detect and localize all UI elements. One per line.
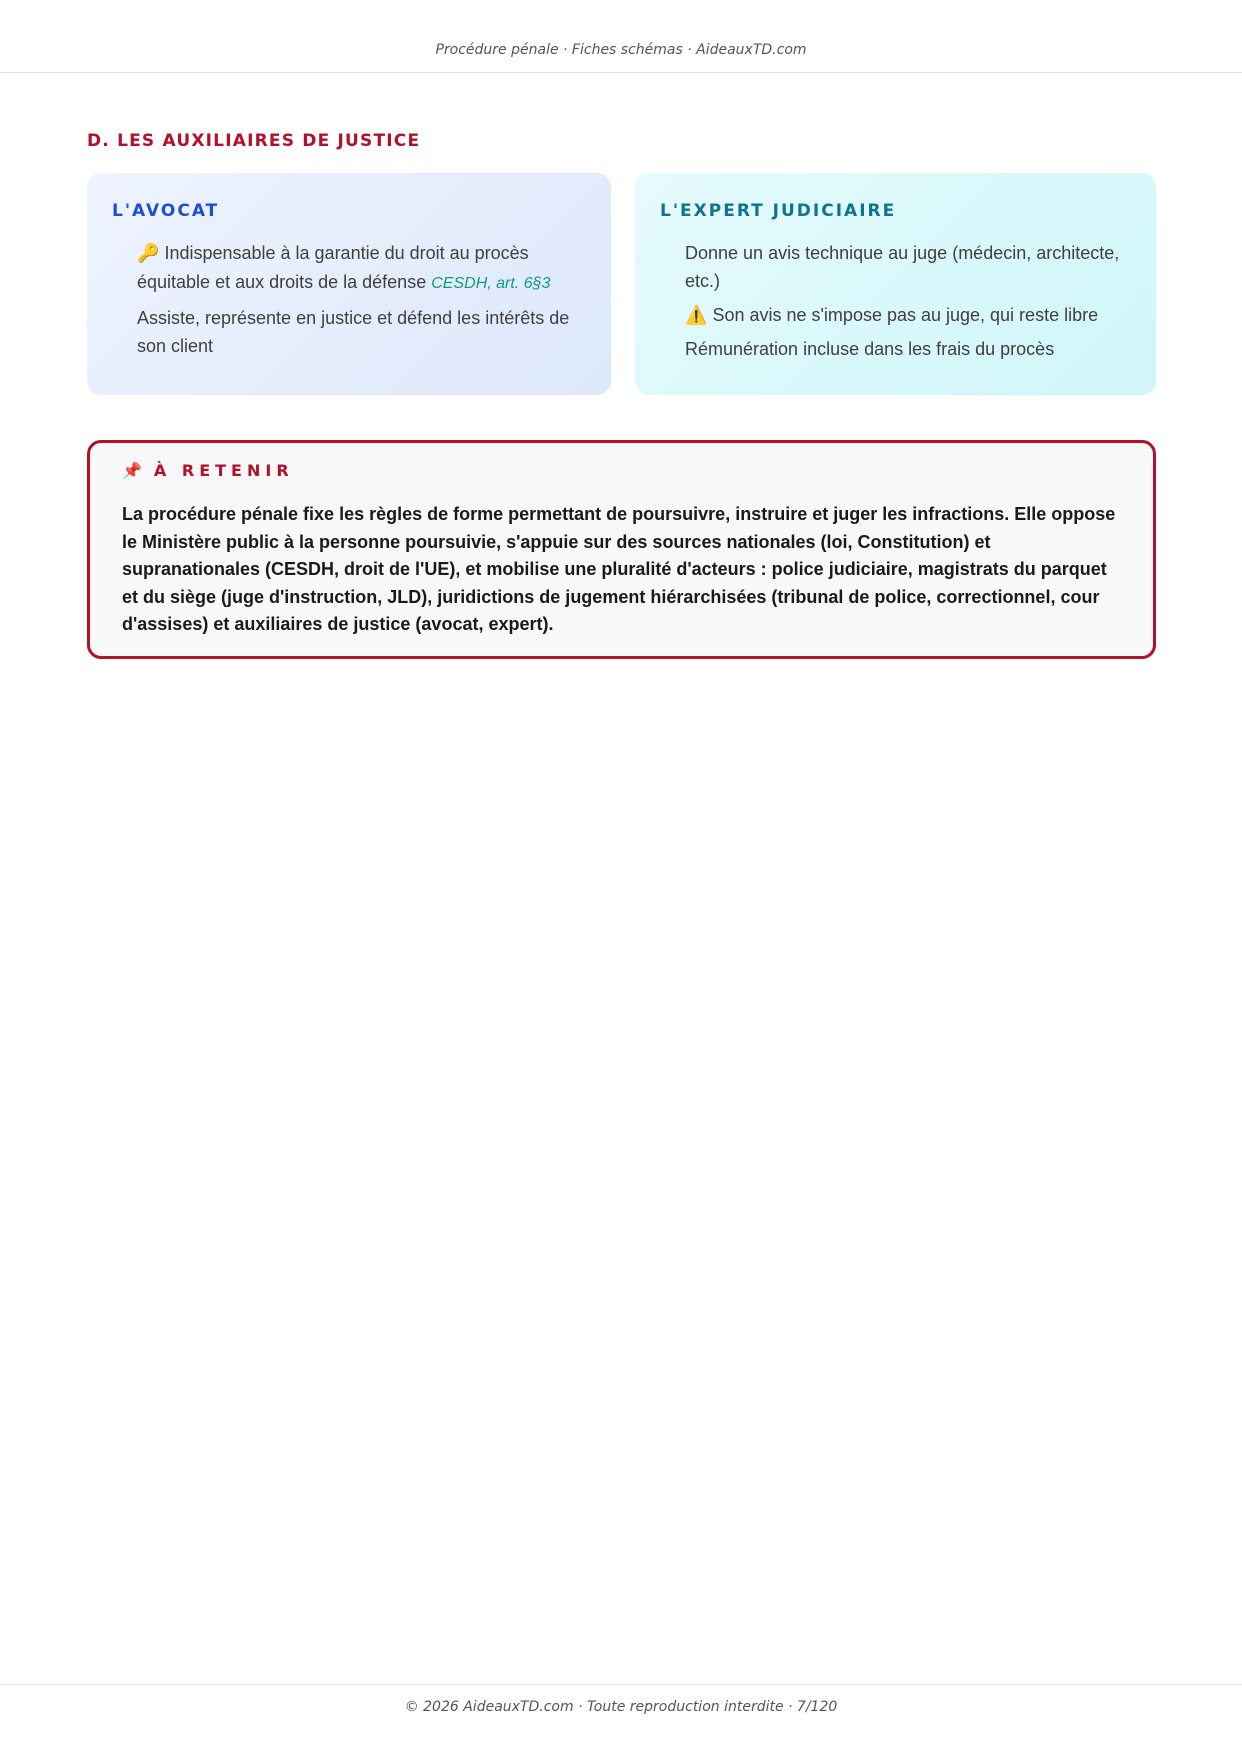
key-icon: 🔑 — [137, 243, 160, 264]
expert-card — [635, 173, 1156, 395]
list-item — [137, 239, 587, 298]
list-item — [137, 304, 587, 360]
avocat-card — [87, 173, 611, 395]
list-item-text: Indispensable à la garantie du droit au procès équitable et aux droits de la défense — [137, 243, 529, 292]
retenir-summary: La procédure pénale fixe les règles de forme permettant de poursuivre, instruire et juger les infractions. Elle oppose le Ministère public à la personne poursuivie, s'appuie sur des sources nationales (loi, Constitution) et supranationales (CESDH, droit de l'UE), et mobilise une pluralité d'acteurs : police judiciaire, magistrats du parquet et du siège (juge d'instruction, JLD), juridictions de jugement hiérarchisées (tribunal de police, correctionnel, cour d'assises) et auxiliaires de justice (avocat, expert). — [122, 504, 1116, 634]
list-item-text: Rémunération incluse dans les frais du procès — [685, 339, 1055, 359]
page-header — [0, 0, 1242, 73]
retenir-title: À RETENIR — [153, 461, 294, 480]
expert-card-title: L'EXPERT JUDICIAIRE — [660, 201, 897, 221]
list-item — [685, 301, 1132, 330]
running-title: Procédure pénale · Fiches schémas · AideauxTD.com — [435, 42, 807, 58]
avocat-card-title: L'AVOCAT — [112, 201, 220, 221]
pushpin-icon: 📌 — [122, 461, 142, 480]
expert-card-list — [685, 239, 1132, 369]
list-item — [685, 335, 1132, 363]
list-item — [685, 239, 1132, 295]
list-item-text: Donne un avis technique au juge (médecin, architecte, etc.) — [685, 243, 1120, 291]
retenir-box — [87, 440, 1156, 659]
section-title: D. LES AUXILIAIRES DE JUSTICE — [87, 131, 421, 151]
page-footer — [0, 1684, 1242, 1755]
footer-text: © 2026 AideauxTD.com · Toute reproduction interdite · 7/120 — [404, 1699, 838, 1715]
legal-reference: CESDH, art. 6§3 — [431, 275, 551, 292]
list-item-text: Assiste, représente en justice et défend les intérêts de son client — [137, 308, 570, 356]
warning-icon: ⚠️ — [685, 305, 708, 326]
avocat-card-list — [137, 239, 587, 366]
retenir-heading — [122, 461, 294, 480]
list-item-text: Son avis ne s'impose pas au juge, qui reste libre — [712, 305, 1099, 325]
